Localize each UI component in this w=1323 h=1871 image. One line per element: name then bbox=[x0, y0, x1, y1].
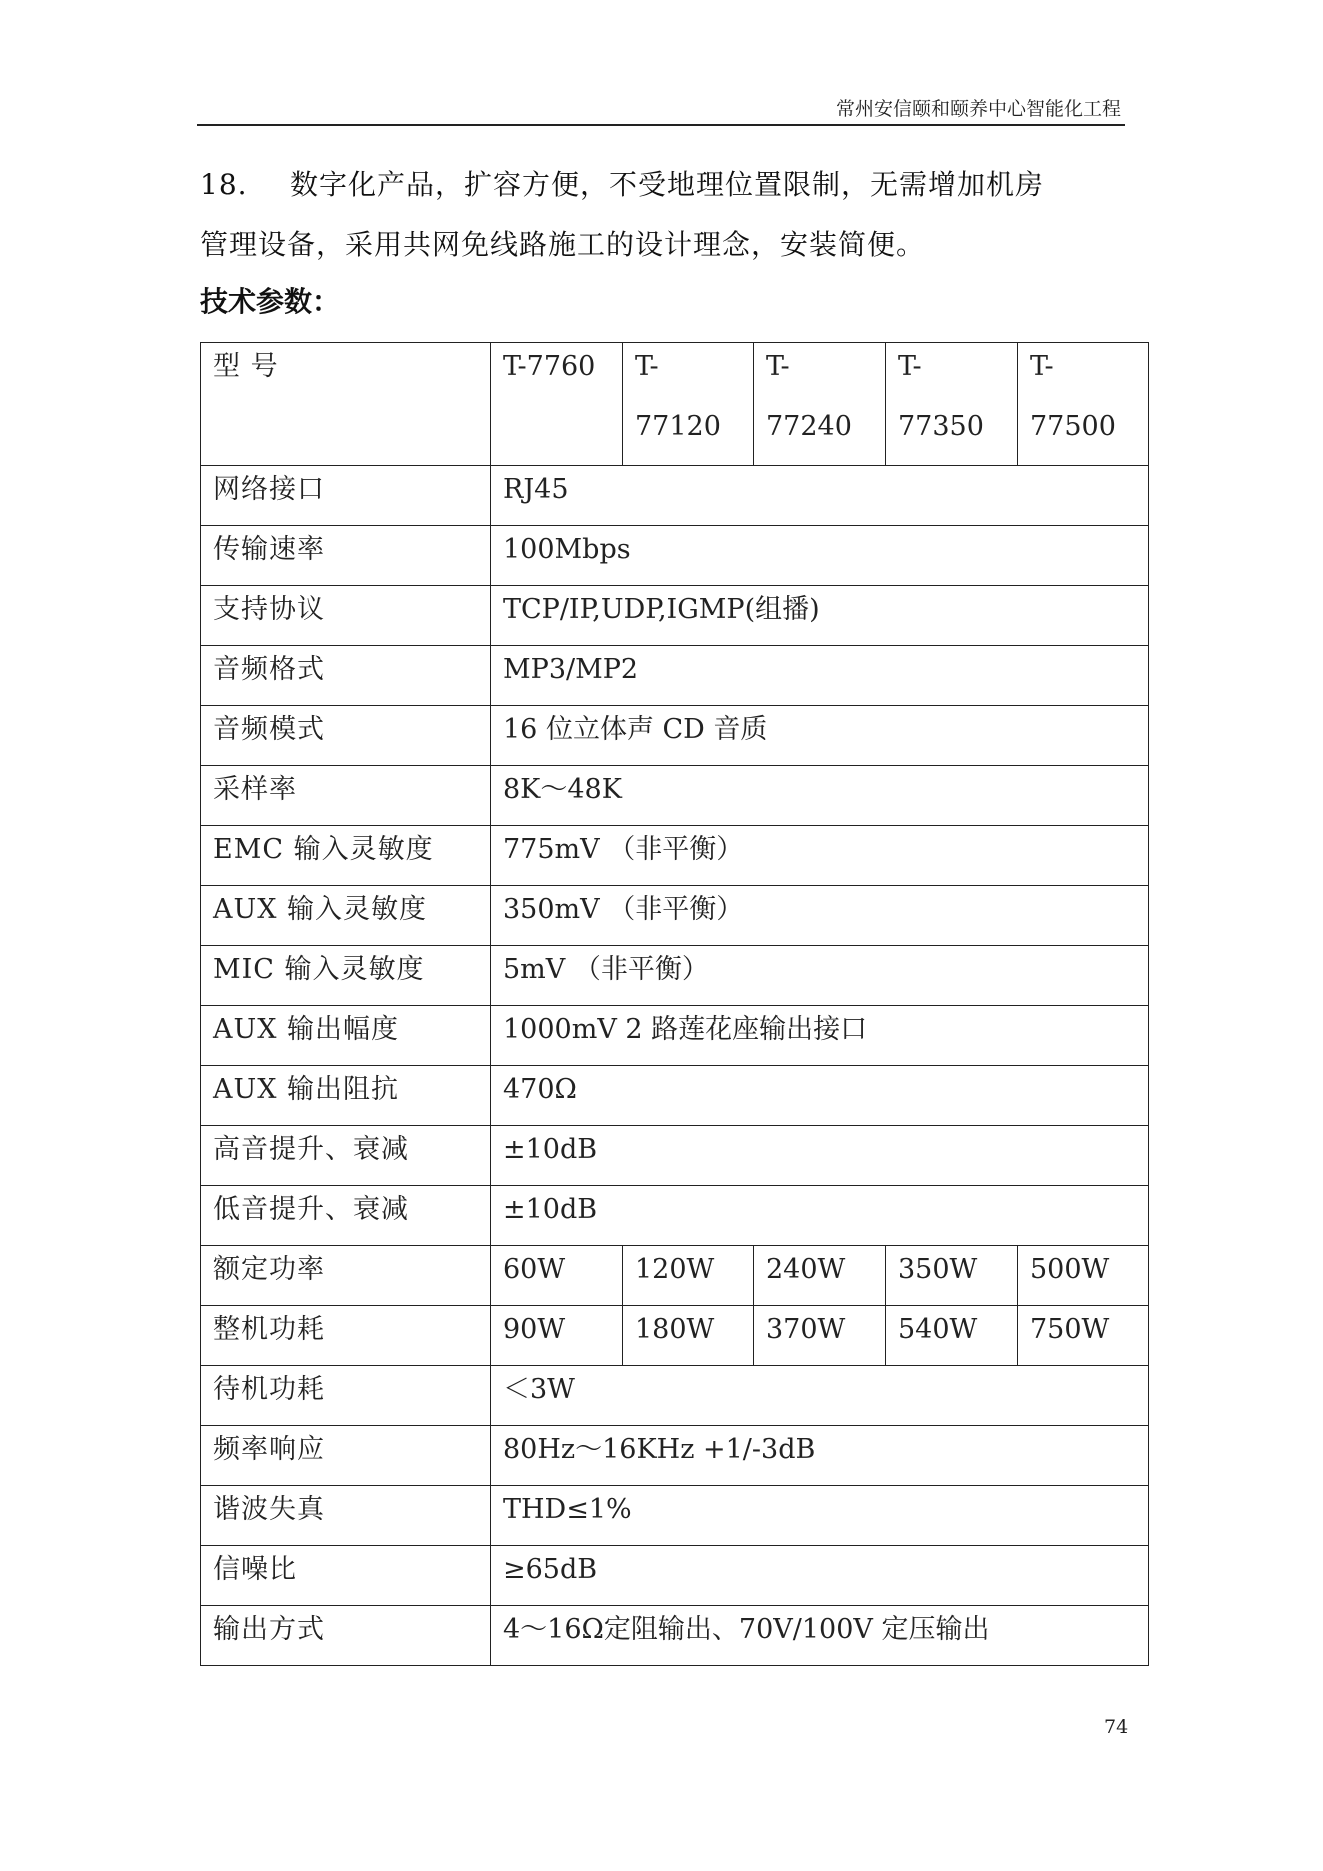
row-label: AUX 输出幅度 bbox=[201, 1006, 491, 1066]
row-label: 待机功耗 bbox=[201, 1366, 491, 1426]
table-row bbox=[201, 1486, 1149, 1546]
row-value: ±10dB bbox=[491, 1126, 1149, 1186]
model-cell: T- 77350 bbox=[886, 343, 1018, 466]
row-value: THD≤1% bbox=[491, 1486, 1149, 1546]
table-row bbox=[201, 766, 1149, 826]
row-value: 100Mbps bbox=[491, 526, 1149, 586]
power-cell: 540W bbox=[886, 1306, 1018, 1366]
row-value: 470Ω bbox=[491, 1066, 1149, 1126]
table-row bbox=[201, 586, 1149, 646]
table-row bbox=[201, 1066, 1149, 1126]
paragraph-line-2: 管理设备，采用共网免线路施工的设计理念，安装简便。 bbox=[200, 228, 926, 261]
row-label: 输出方式 bbox=[201, 1606, 491, 1666]
row-value: 80Hz～16KHz +1/-3dB bbox=[491, 1426, 1149, 1486]
row-label: 谐波失真 bbox=[201, 1486, 491, 1546]
table-row bbox=[201, 646, 1149, 706]
row-label: 网络接口 bbox=[201, 466, 491, 526]
row-value: ≥65dB bbox=[491, 1546, 1149, 1606]
row-label: MIC 输入灵敏度 bbox=[201, 946, 491, 1006]
table-row-power-consumption bbox=[201, 1306, 1149, 1366]
table-row bbox=[201, 526, 1149, 586]
row-label: 频率响应 bbox=[201, 1426, 491, 1486]
row-value: ±10dB bbox=[491, 1186, 1149, 1246]
row-label: 支持协议 bbox=[201, 586, 491, 646]
row-label: 高音提升、衰减 bbox=[201, 1126, 491, 1186]
model-cell: T-7760 bbox=[491, 343, 623, 466]
model-label: 型 号 bbox=[201, 343, 491, 466]
table-row bbox=[201, 466, 1149, 526]
paragraph-text-1: 数字化产品，扩容方便，不受地理位置限制，无需增加机房 bbox=[290, 168, 1045, 201]
table-row bbox=[201, 946, 1149, 1006]
page-number: 74 bbox=[1104, 1716, 1129, 1738]
row-label: 信噪比 bbox=[201, 1546, 491, 1606]
row-value: TCP/IP,UDP,IGMP(组播) bbox=[491, 586, 1149, 646]
model-cell: T- 77500 bbox=[1018, 343, 1149, 466]
spec-table bbox=[200, 342, 1149, 1666]
table-row-rated-power bbox=[201, 1246, 1149, 1306]
row-value: 350mV （非平衡） bbox=[491, 886, 1149, 946]
row-value: 8K～48K bbox=[491, 766, 1149, 826]
row-value: 1000mV 2 路莲花座输出接口 bbox=[491, 1006, 1149, 1066]
row-label: 传输速率 bbox=[201, 526, 491, 586]
row-value: 4～16Ω定阻输出、70V/100V 定压输出 bbox=[491, 1606, 1149, 1666]
section-title: 技术参数： bbox=[200, 285, 341, 318]
row-label: 整机功耗 bbox=[201, 1306, 491, 1366]
row-label: 音频模式 bbox=[201, 706, 491, 766]
table-row bbox=[201, 1126, 1149, 1186]
row-label: 低音提升、衰减 bbox=[201, 1186, 491, 1246]
row-value: 775mV （非平衡） bbox=[491, 826, 1149, 886]
table-row bbox=[201, 1366, 1149, 1426]
power-cell: 750W bbox=[1018, 1306, 1149, 1366]
power-cell: 370W bbox=[754, 1306, 886, 1366]
power-cell: 350W bbox=[886, 1246, 1018, 1306]
table-row bbox=[201, 1426, 1149, 1486]
power-cell: 500W bbox=[1018, 1246, 1149, 1306]
row-label: AUX 输出阻抗 bbox=[201, 1066, 491, 1126]
table-row-model bbox=[201, 343, 1149, 466]
power-cell: 180W bbox=[623, 1306, 754, 1366]
header-title: 常州安信颐和颐养中心智能化工程 bbox=[835, 98, 1121, 120]
row-label: 音频格式 bbox=[201, 646, 491, 706]
power-cell: 90W bbox=[491, 1306, 623, 1366]
power-cell: 60W bbox=[491, 1246, 623, 1306]
table-row bbox=[201, 886, 1149, 946]
model-cell: T- 77240 bbox=[754, 343, 886, 466]
table-row bbox=[201, 1006, 1149, 1066]
model-cell: T- 77120 bbox=[623, 343, 754, 466]
row-label: AUX 输入灵敏度 bbox=[201, 886, 491, 946]
power-cell: 120W bbox=[623, 1246, 754, 1306]
paragraph-line-1 bbox=[200, 155, 1130, 215]
row-label: 采样率 bbox=[201, 766, 491, 826]
table-row bbox=[201, 706, 1149, 766]
row-label: EMC 输入灵敏度 bbox=[201, 826, 491, 886]
row-label: 额定功率 bbox=[201, 1246, 491, 1306]
page-header bbox=[197, 92, 1125, 126]
table-row bbox=[201, 1606, 1149, 1666]
table-row bbox=[201, 826, 1149, 886]
table-row bbox=[201, 1186, 1149, 1246]
paragraph-18 bbox=[200, 155, 1130, 275]
row-value: ＜3W bbox=[491, 1366, 1149, 1426]
row-value: 5mV （非平衡） bbox=[491, 946, 1149, 1006]
row-value: RJ45 bbox=[491, 466, 1149, 526]
row-value: MP3/MP2 bbox=[491, 646, 1149, 706]
table-row bbox=[201, 1546, 1149, 1606]
power-cell: 240W bbox=[754, 1246, 886, 1306]
paragraph-number: 18. bbox=[200, 168, 248, 201]
row-value: 16 位立体声 CD 音质 bbox=[491, 706, 1149, 766]
